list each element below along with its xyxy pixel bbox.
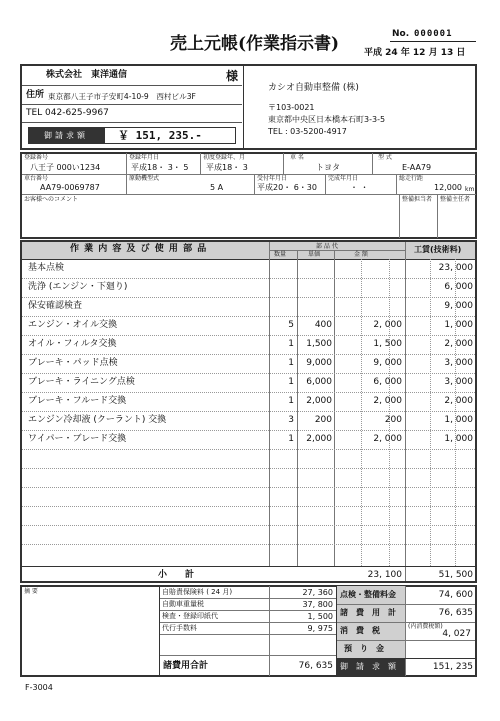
row-amount: 1, 500 — [373, 339, 402, 349]
doc-no-value: 000001 — [414, 29, 453, 39]
row-qty: 1 — [288, 434, 294, 444]
row-qty: 5 — [288, 320, 294, 330]
memo-label: 摘 要 — [24, 588, 38, 595]
tax-inner-label: (内消費税額) — [408, 623, 443, 630]
fee-label: 自賠責保険料 ( 24 月) — [162, 588, 233, 596]
bill-amount: ￥ 151, 235.- — [118, 129, 202, 142]
customer-sama: 様 — [226, 69, 239, 83]
fees-total-label: 諸費用合計 — [163, 661, 209, 671]
row-amount: 200 — [384, 415, 402, 425]
row-unit: 2,000 — [306, 434, 332, 444]
bill-label-box: 御請求額 — [28, 127, 104, 144]
row-desc: ブレーキ・パッド点検 — [28, 358, 118, 368]
first-reg-label: 初度登録年、月 — [203, 154, 246, 161]
row-amount: 6, 000 — [373, 377, 402, 387]
issue-date: 平成 24 年 12 月 13 日 — [364, 48, 466, 58]
row-labor: 1, 000 — [444, 415, 473, 425]
row-unit: 400 — [314, 320, 332, 330]
subtotal-labor: 51, 500 — [438, 570, 473, 580]
deposit-label: 預 り 金 — [344, 644, 384, 653]
row-labor: 1, 000 — [444, 320, 473, 330]
chassis-label: 車台番号 — [24, 175, 49, 182]
maker-label: 車 名 — [290, 154, 304, 161]
fee-value: 1, 500 — [307, 612, 333, 621]
row-labor: 6, 000 — [444, 282, 473, 292]
row-labor: 9, 000 — [444, 301, 473, 311]
row-desc: ワイパー・ブレード交換 — [28, 434, 127, 444]
row-labor: 23, 000 — [438, 263, 473, 273]
fee-label: 検査・登録印紙代 — [162, 612, 218, 620]
fees-total-value: 76, 635 — [298, 661, 333, 671]
row-unit: 9,000 — [306, 358, 332, 368]
row-desc: 基本点検 — [28, 263, 65, 273]
row-amount: 2, 000 — [373, 434, 402, 444]
bill-total-label: 御 請 求 額 — [340, 662, 396, 671]
col-qty-header: 数量 — [274, 251, 287, 258]
mileage: 12,000 — [434, 183, 462, 192]
reg-no: 八王子 000い1234 — [30, 163, 101, 172]
row-qty: 1 — [288, 377, 294, 387]
row-labor: 1, 000 — [444, 434, 473, 444]
row-qty: 1 — [288, 396, 294, 406]
engine: 5 A — [210, 183, 224, 192]
row-qty: 1 — [288, 358, 294, 368]
row-amount: 2, 000 — [373, 320, 402, 330]
row-labor: 2, 000 — [444, 339, 473, 349]
row-unit: 2,000 — [306, 396, 332, 406]
subtotal-label: 小 計 — [158, 570, 195, 580]
row-amount: 9, 000 — [373, 358, 402, 368]
shop-tel: TEL : 03-5200-4917 — [268, 127, 347, 136]
engine-label: 原動機型式 — [129, 175, 160, 182]
completed: ・ ・ — [350, 183, 369, 192]
service-label: 点検・整備料金 — [340, 590, 396, 599]
col-unit-header: 単価 — [308, 251, 321, 258]
row-labor: 3, 000 — [444, 377, 473, 387]
row-qty: 1 — [288, 339, 294, 349]
row-unit: 6,000 — [306, 377, 332, 387]
row-labor: 2, 000 — [444, 396, 473, 406]
address-label: 住所 — [26, 90, 45, 100]
customer-name: 株式会社 東洋通信 — [46, 70, 128, 80]
maker: トヨタ — [316, 163, 340, 172]
row-desc: 洗浄 (エンジン・下廻り) — [28, 282, 128, 292]
misc-label: 諸 費 用 計 — [340, 608, 396, 617]
doc-no-label: No. — [392, 29, 410, 39]
tax-label: 消 費 税 — [340, 626, 380, 635]
fee-value: 27, 360 — [302, 588, 333, 597]
misc-value: 76, 635 — [438, 608, 473, 618]
bill-total-value: 151, 235 — [432, 662, 473, 672]
mileage-unit: km — [465, 186, 475, 193]
comment-label: お客様へのコメント — [24, 196, 79, 203]
col-amount-header: 金 額 — [354, 251, 368, 258]
fee-label: 代行手数料 — [162, 624, 197, 632]
mileage-label: 総走行距 — [399, 175, 424, 182]
subtotal-parts: 23, 100 — [367, 570, 402, 580]
form-code: F-3004 — [25, 683, 53, 692]
tax-value: 4, 027 — [442, 629, 471, 639]
row-desc: オイル・フィルタ交換 — [28, 339, 117, 349]
model: E-AA79 — [402, 163, 432, 172]
col-desc-header: 作 業 内 容 及 び 使 用 部 品 — [70, 244, 208, 254]
col-labor-header: 工賃(技術料) — [414, 245, 462, 254]
fee-label: 自動車重量税 — [162, 600, 204, 608]
service-value: 74, 600 — [438, 590, 473, 600]
fee-value: 37, 800 — [302, 600, 333, 609]
first-reg: 平成18・ 3 — [206, 163, 248, 172]
received-label: 受付年月日 — [257, 175, 288, 182]
received: 平成20・ 6・30 — [257, 183, 317, 192]
model-label: 型 式 — [378, 154, 392, 161]
fee-value: 9, 975 — [307, 624, 333, 633]
staff2-label: 整備主任者 — [440, 196, 471, 203]
reg-date: 平成18・ 3・ 5 — [131, 163, 189, 172]
row-desc: 保安確認検査 — [28, 301, 83, 311]
shop-address: 東京都中央区日本橋本石町3-3-5 — [268, 115, 386, 124]
staff-label: 整備担当者 — [402, 196, 433, 203]
row-desc: ブレーキ・ライニング点検 — [28, 377, 135, 387]
reg-date-label: 登録年月日 — [129, 154, 160, 161]
row-unit: 200 — [314, 415, 332, 425]
row-desc: ブレーキ・フルード交換 — [28, 396, 127, 406]
row-desc: エンジン・オイル交換 — [28, 320, 118, 330]
customer-address: 東京都八王子市子安町4-10-9 西村ビル3F — [48, 92, 196, 101]
document-title: 売上元帳(作業指示書) — [170, 34, 340, 54]
row-unit: 1,500 — [306, 339, 332, 349]
col-parts-header: 部 品 代 — [316, 243, 338, 250]
row-desc: エンジン冷却液 (クーラント) 交換 — [28, 415, 167, 425]
shop-name: カシオ自動車整備 (株) — [268, 83, 359, 93]
row-qty: 3 — [288, 415, 294, 425]
shop-postal: 〒103-0021 — [268, 103, 315, 112]
row-labor: 3, 000 — [444, 358, 473, 368]
reg-no-label: 登録番号 — [24, 154, 49, 161]
chassis: AA79-0069787 — [40, 183, 100, 192]
row-amount: 2, 000 — [373, 396, 402, 406]
customer-tel: TEL 042-625-9967 — [26, 108, 109, 118]
completed-label: 完成年月日 — [328, 175, 359, 182]
